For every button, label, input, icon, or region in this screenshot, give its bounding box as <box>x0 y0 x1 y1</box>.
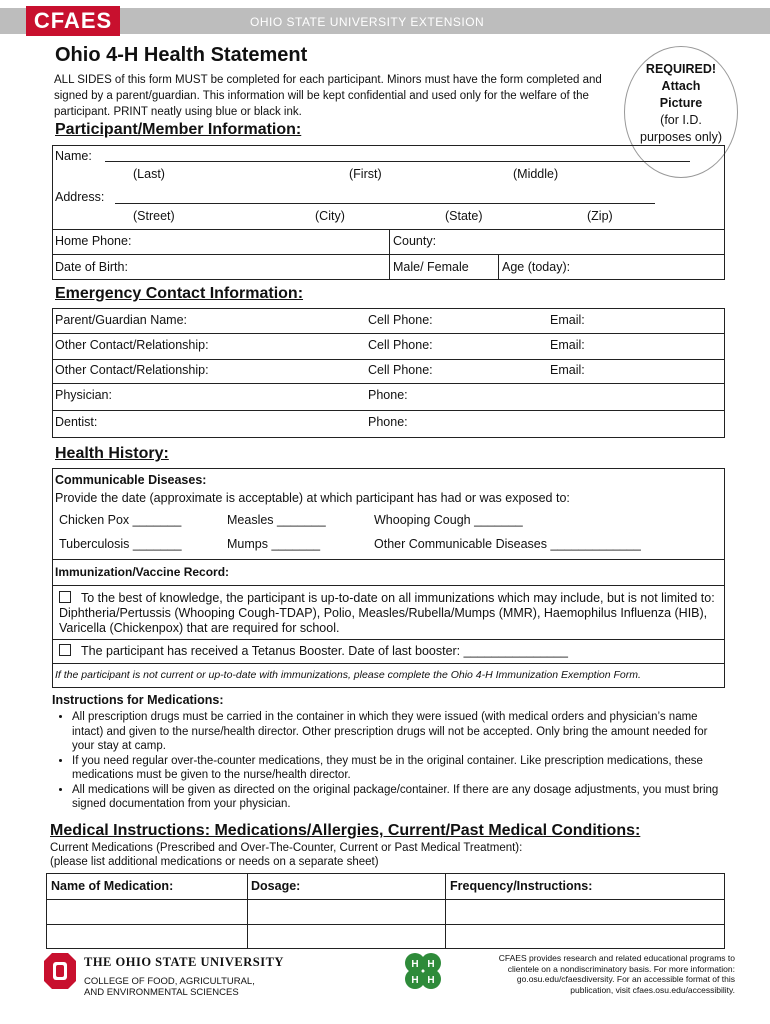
chicken-pox-field[interactable]: Chicken Pox _______ <box>59 513 182 527</box>
emergency-row-3 <box>52 360 725 384</box>
frequency-cell[interactable] <box>446 900 724 924</box>
participant-name-address <box>52 145 725 229</box>
page-title: Ohio 4-H Health Statement <box>55 44 308 66</box>
col-frequency: Frequency/Instructions: <box>450 879 593 893</box>
immunization-row-1 <box>52 586 725 640</box>
cfaes-logo: CFAES <box>26 6 120 36</box>
svg-text:H: H <box>411 959 419 970</box>
emergency-row-2 <box>52 334 725 360</box>
city-label: (City) <box>315 209 345 223</box>
svg-text:H: H <box>427 975 435 986</box>
measles-field[interactable]: Measles _______ <box>227 513 326 527</box>
email-field-2[interactable]: Email: <box>550 338 585 352</box>
col-medication-name: Name of Medication: <box>51 879 174 893</box>
sex-field[interactable]: Male/ Female <box>393 260 469 274</box>
intro-text: ALL SIDES of this form MUST be completed for each participant. Minors must have the form completed and signed by a parent/guardian. This information will be kept confidential and used only for the welfare of the participant. PRINT neatly using blue or black ink. <box>54 74 602 118</box>
photo-picture: Picture <box>659 96 703 110</box>
physician-field[interactable]: Physician: <box>55 388 112 402</box>
physician-phone-field[interactable]: Phone: <box>368 388 408 402</box>
phone-county-row <box>52 229 725 255</box>
tuberculosis-field[interactable]: Tuberculosis _______ <box>59 537 182 551</box>
middle-label: (Middle) <box>513 167 559 181</box>
participant-heading: Participant/Member Information: <box>55 121 302 138</box>
instructions-list <box>52 710 732 812</box>
whooping-cough-field[interactable]: Whooping Cough _______ <box>374 513 523 527</box>
communicable-desc: Provide the date (approximate is acceptable) at which participant has had or was exposed to: <box>55 491 570 505</box>
dob-field[interactable]: Date of Birth: <box>55 260 128 274</box>
osu-wordmark: THE OHIO STATE UNIVERSITY <box>84 955 284 969</box>
college-line-2: AND ENVIRONMENTAL SCIENCES <box>84 987 239 998</box>
name-label: Name: <box>55 149 92 163</box>
immunization-row-2 <box>52 640 725 664</box>
email-field-1[interactable]: Email: <box>550 313 585 327</box>
tetanus-text: The participant has received a Tetanus Booster. Date of last booster: _______________ <box>81 644 568 658</box>
dentist-phone-field[interactable]: Phone: <box>368 415 408 429</box>
immunization-note: If the participant is not current or up-to-date with immunizations, please complete the Ohio 4-H Immunization Exemption Form. <box>55 669 641 681</box>
instruction-item: • All medications will be given as directed on the original package/container. If there are any dosage adjustments, you must bring signed documentation from your physician. <box>72 783 732 812</box>
immunization-text: To the best of knowledge, the participant is up-to-date on all immunizations which may include, but is not limited to: Diphtheria/Pertussis (Whooping Cough-TDAP), Polio, Measles/Rubella/Mumps (MMR), Haemophilus Influenza (HIB), Varicella (Chickenpox) that are required for school. <box>59 591 715 635</box>
mumps-field[interactable]: Mumps _______ <box>227 537 321 551</box>
svg-text:H: H <box>411 975 419 986</box>
communicable-diseases-box <box>52 468 725 560</box>
instruction-item: • All prescription drugs must be carried in the container in which they were issued (with medical orders and physician’s name intact) and given to the nurse/health director. Other prescription drugs will not be accepted. Only bring the amount needed for your stay at camp. <box>72 710 732 754</box>
immunization-title: Immunization/Vaccine Record: <box>55 565 230 579</box>
four-h-clover-icon <box>400 950 446 994</box>
college-line-1: COLLEGE OF FOOD, AGRICULTURAL, <box>84 976 255 987</box>
physician-row <box>52 384 725 411</box>
photo-attach: Attach <box>661 79 701 93</box>
osu-block-o-icon <box>44 953 76 989</box>
dentist-field[interactable]: Dentist: <box>55 415 98 429</box>
home-phone-field[interactable]: Home Phone: <box>55 234 132 248</box>
parent-guardian-field[interactable]: Parent/Guardian Name: <box>55 313 188 327</box>
cell-phone-field-1[interactable]: Cell Phone: <box>368 313 433 327</box>
email-field-3[interactable]: Email: <box>550 363 585 377</box>
address-label: Address: <box>55 190 105 204</box>
dosage-cell[interactable] <box>248 900 445 924</box>
health-heading: Health History: <box>55 445 169 462</box>
dentist-row <box>52 411 725 438</box>
age-field[interactable]: Age (today): <box>502 260 571 274</box>
last-label: (Last) <box>133 167 165 181</box>
instructions-title: Instructions for Medications: <box>52 693 224 707</box>
other-diseases-field[interactable]: Other Communicable Diseases _____________ <box>374 537 641 551</box>
medical-heading: Medical Instructions: Medications/Allergies, Current/Past Medical Conditions: <box>50 822 641 839</box>
emergency-row-1 <box>52 308 725 334</box>
address-field[interactable] <box>115 203 655 204</box>
instruction-item: • If you need regular over-the-counter medications, they must be in the original container. Like prescription medications, these medications must be given to the nurse/health director. <box>72 754 732 783</box>
first-label: (First) <box>349 167 382 181</box>
cell-phone-field-3[interactable]: Cell Phone: <box>368 363 433 377</box>
zip-label: (Zip) <box>587 209 613 223</box>
name-field[interactable] <box>105 161 690 162</box>
other-contact-field-1[interactable]: Other Contact/Relationship: <box>55 338 209 352</box>
state-label: (State) <box>445 209 483 223</box>
nondiscrimination-notice: CFAES provides research and related educational programs to clientele on a nondiscriminatory basis. For more information: go.osu.edu/cfaesdiversity. For an accessible format of this publication, visit cfaes.osu.edu/accessibility. <box>498 953 735 995</box>
photo-note-1: (for I.D. <box>660 113 702 127</box>
emergency-heading: Emergency Contact Information: <box>55 285 304 302</box>
photo-required: REQUIRED! <box>645 62 717 76</box>
svg-text:H: H <box>427 959 435 970</box>
communicable-title: Communicable Diseases: <box>55 473 207 487</box>
street-label: (Street) <box>133 209 175 223</box>
immunization-title-row <box>52 560 725 586</box>
tetanus-checkbox[interactable] <box>59 644 71 656</box>
col-dosage: Dosage: <box>251 879 301 893</box>
medical-sub-2: (please list additional medications or needs on a separate sheet) <box>50 856 379 868</box>
medication-name-cell[interactable] <box>47 900 247 924</box>
dob-row <box>52 254 725 280</box>
medication-table <box>46 873 725 949</box>
immunization-note-row <box>52 664 725 688</box>
photo-note-2: purposes only) <box>640 130 722 144</box>
county-field[interactable]: County: <box>393 234 437 248</box>
medical-sub-1: Current Medications (Prescribed and Over-The-Counter, Current or Past Medical Treatment): <box>50 842 523 854</box>
immunization-checkbox[interactable] <box>59 591 71 603</box>
cell-phone-field-2[interactable]: Cell Phone: <box>368 338 433 352</box>
other-contact-field-2[interactable]: Other Contact/Relationship: <box>55 363 209 377</box>
banner-text: OHIO STATE UNIVERSITY EXTENSION <box>250 15 485 29</box>
